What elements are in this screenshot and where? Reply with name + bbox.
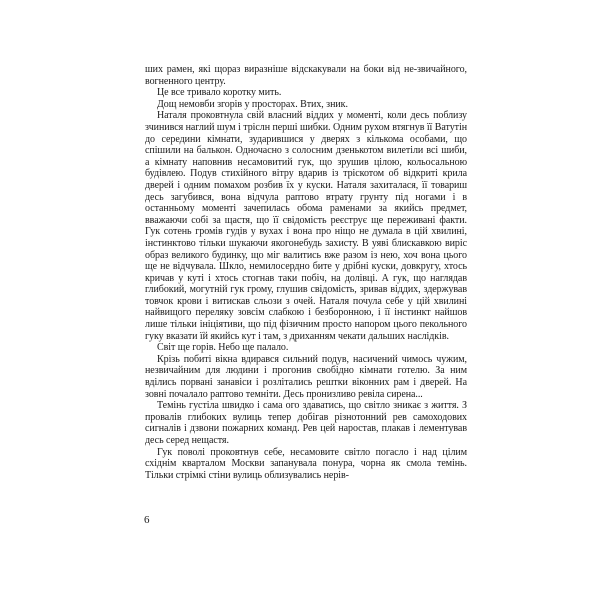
paragraph-4: Наталя проковтнула свій власний віддих у моменті, коли десь поблизу зчинився наглий шум і тріслн перші шибки. Одним рухом втягнув її Ватутін до середини кімнати, зударившися у дверях з кількома особами, що спішили на балькон. Одночасно з солосним дзенькотом вилетіли всі шиби, а кімнату наповнив несамовитий гук, що зрушив цілою, кольосальною будівлею. Подув стихійного вітру вдарив із тріскотом об відкриті крила дверей і одним помахом розбив їх у куски. Наталя захиталася, її товариш десь загубився, вона відчула раптово втрату грунту під ногами і в останньому моменті зачепилась обома раменами за якийсь предмет, вважаючи собі за щастя, що її свідомість реєструє ще переживані факти. Гук сотень громів гудів у вухах і вона про ніщо не думала в цій хвилині, інстинктово тільки шукаючи якогонебудь захисту. В уяві блискавкою вирiс образ великого будинку, що міг валитись вже разом із нею, хоч вона цього ще не відчувала. Шкло, немилосердно бите у дрібні куски, довкругу, хтось кричав у куті і хтось стогнав таки побіч, на долівці. А гук, що наглядав глибокий, могутній гук грому, глушив свідомість, зривав віддих, здержував товчок крови і витискав сльози з очей. Наталя почула себе у цій хвилині найвищого переляку зовсім слабкою і безборонною, і її інстинкт найшов лише тільки ініціятиви, що під фізичним просто напором цього пекольного гуку вказати їй якийсь кут і там, з дриханням чекати дальших наслідків. xyxy=(145,110,467,342)
page-number: 6 xyxy=(144,514,150,526)
paragraph-2: Це все тривало коротку мить. xyxy=(157,87,282,99)
paragraph-5: Світ ще горів. Небо ще палало. xyxy=(157,342,289,354)
paragraph-3: Дощ немовби згорів у просторах. Втих, зник. xyxy=(157,98,348,110)
paragraph-8: Гук поволі проковтнув себе, несамовите світло погасло і над цілим східнім кварталом Москви запанувала понура, чорна як смола темінь. Тільки стрімкі стіни вулиць облизувались нерів- xyxy=(145,446,467,481)
paragraph-6: Крізь побиті вікна вдирався сильний подув, насичений чимось чужим, незвичайним для людини і прогонив свобідно кімнати готелю. За ним вділись порвані занавіси і розлітались рештки віконних рам і дверей. На зовні почалало раптово темніти. Десь пронизливо ревіла сирена... xyxy=(145,353,467,400)
text-column xyxy=(145,64,467,481)
paragraph-7: Темінь густіла швидко і сама ого здаватись, що світло зникає з життя. З провалів глибоких вулиць тепер добігав різнотонний рев самоходових сигналів і дзвони пожарних команд. Рев цей наростав, плакав і лементував десь серед нещастя. xyxy=(145,400,467,446)
paragraph-1: ших рамен, які щораз виразніше відскакували на боки від не-звичайного, вогненного центру. xyxy=(145,64,467,87)
